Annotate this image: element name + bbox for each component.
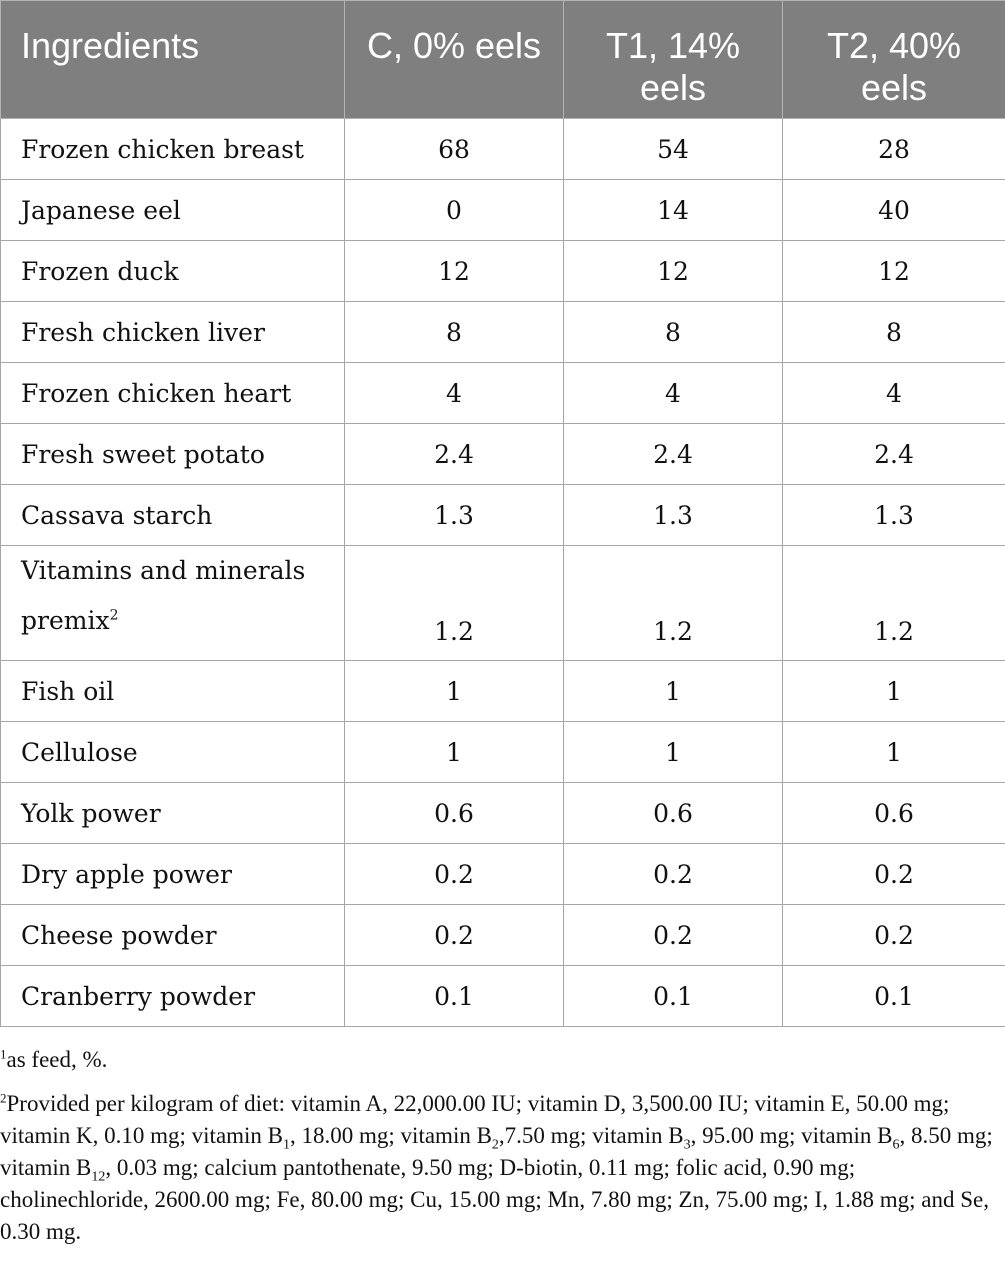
- value-t2-cell: 4: [783, 363, 1005, 424]
- ingredient-cell: Fish oil: [1, 661, 345, 722]
- value-c-cell: 1: [345, 722, 564, 783]
- ingredient-cell: Fresh chicken liver: [1, 302, 345, 363]
- footnote-2-text: , 8.50 mg; vitamin B: [0, 1123, 993, 1180]
- ingredient-cell: Fresh sweet potato: [1, 424, 345, 485]
- ingredient-cell: Dry apple power: [1, 844, 345, 905]
- value-t1-cell: 0.2: [564, 844, 783, 905]
- value-t1-cell: 14: [564, 180, 783, 241]
- value-c-cell: 1.2: [345, 546, 564, 661]
- value-t2-cell: 40: [783, 180, 1005, 241]
- value-t1-cell: 1: [564, 661, 783, 722]
- value-t1-cell: 1.3: [564, 485, 783, 546]
- header-ingredients: Ingredients: [1, 1, 345, 119]
- ingredient-cell: Cellulose: [1, 722, 345, 783]
- subscript: 12: [91, 1169, 106, 1185]
- subscript: 6: [892, 1137, 900, 1153]
- value-c-cell: 2.4: [345, 424, 564, 485]
- footnote-2: [0, 1088, 1000, 1248]
- value-c-cell: 12: [345, 241, 564, 302]
- footnote-2-text: , 95.00 mg; vitamin B: [690, 1123, 893, 1148]
- ingredient-cell: Cranberry powder: [1, 966, 345, 1027]
- value-t2-cell: 28: [783, 119, 1005, 180]
- footnote-2-mark: 2: [0, 1090, 7, 1106]
- footnote-1-text: as feed, %.: [6, 1047, 108, 1072]
- table-row: [1, 661, 1005, 722]
- value-c-cell: 8: [345, 302, 564, 363]
- value-c-cell: 1: [345, 661, 564, 722]
- table-header-row: [1, 1, 1005, 119]
- value-t1-cell: 0.2: [564, 905, 783, 966]
- footnote-1-mark: 1: [0, 1046, 7, 1062]
- value-t2-cell: 1: [783, 661, 1005, 722]
- value-t2-cell: 0.2: [783, 905, 1005, 966]
- value-t1-cell: 2.4: [564, 424, 783, 485]
- header-t2: T2, 40% eels: [783, 1, 1005, 119]
- table-row: [1, 302, 1005, 363]
- footnote-2-text: Provided per kilogram of diet: vitamin A, 22,000.00 IU; vitamin D, 3,500.00 IU; vitamin E, 50.00 mg; vitamin K, 0.10 mg; vitamin B: [0, 1091, 950, 1148]
- subscript: 1: [283, 1137, 291, 1153]
- header-t1: T1, 14% eels: [564, 1, 783, 119]
- value-c-cell: 68: [345, 119, 564, 180]
- table-row: [1, 546, 1005, 661]
- subscript: 3: [683, 1137, 691, 1153]
- ingredient-cell: Cassava starch: [1, 485, 345, 546]
- ingredient-cell: Japanese eel: [1, 180, 345, 241]
- footnote-2-text: , 18.00 mg; vitamin B: [290, 1123, 492, 1148]
- ingredient-cell: Frozen chicken heart: [1, 363, 345, 424]
- value-t2-cell: 2.4: [783, 424, 1005, 485]
- value-c-cell: 0.2: [345, 844, 564, 905]
- value-c-cell: 1.3: [345, 485, 564, 546]
- value-t1-cell: 12: [564, 241, 783, 302]
- table-row: [1, 119, 1005, 180]
- ingredient-cell: Yolk power: [1, 783, 345, 844]
- value-c-cell: 4: [345, 363, 564, 424]
- footnote-2-text: , 0.03 mg; calcium pantothenate, 9.50 mg; D-biotin, 0.11 mg; folic acid, 0.90 mg; cholinechloride, 2600.00 mg; Fe, 80.00 mg; Cu, 15.00 mg; Mn, 7.80 mg; Zn, 75.00 mg; I, 1.88 mg; and Se, 0.30 mg.: [0, 1155, 989, 1244]
- ingredient-cell: Frozen duck: [1, 241, 345, 302]
- table-row: [1, 966, 1005, 1027]
- footnote-ref: 2: [109, 607, 119, 624]
- table-row: [1, 424, 1005, 485]
- footnote-1: [0, 1044, 1000, 1076]
- ingredient-cell: Frozen chicken breast: [1, 119, 345, 180]
- value-t2-cell: 12: [783, 241, 1005, 302]
- value-t1-cell: 1: [564, 722, 783, 783]
- subscript: 2: [491, 1137, 499, 1153]
- table-row: [1, 783, 1005, 844]
- value-t1-cell: 0.6: [564, 783, 783, 844]
- table-row: [1, 363, 1005, 424]
- value-t2-cell: 1: [783, 722, 1005, 783]
- value-c-cell: 0: [345, 180, 564, 241]
- value-t2-cell: 0.2: [783, 844, 1005, 905]
- table-row: [1, 485, 1005, 546]
- table-row: [1, 722, 1005, 783]
- table-row: [1, 844, 1005, 905]
- value-t2-cell: 0.6: [783, 783, 1005, 844]
- value-t2-cell: 0.1: [783, 966, 1005, 1027]
- value-t1-cell: 0.1: [564, 966, 783, 1027]
- value-c-cell: 0.2: [345, 905, 564, 966]
- value-t2-cell: 1.2: [783, 546, 1005, 661]
- table-body: [1, 119, 1005, 1027]
- value-t1-cell: 54: [564, 119, 783, 180]
- header-control: C, 0% eels: [345, 1, 564, 119]
- table-row: [1, 180, 1005, 241]
- value-c-cell: 0.1: [345, 966, 564, 1027]
- value-t1-cell: 4: [564, 363, 783, 424]
- value-c-cell: 0.6: [345, 783, 564, 844]
- footnote-2-text: ,7.50 mg; vitamin B: [498, 1123, 684, 1148]
- value-t2-cell: 8: [783, 302, 1005, 363]
- table-row: [1, 241, 1005, 302]
- value-t1-cell: 8: [564, 302, 783, 363]
- ingredient-cell: Cheese powder: [1, 905, 345, 966]
- table-footnotes: [0, 1044, 1000, 1260]
- table-row: [1, 905, 1005, 966]
- value-t1-cell: 1.2: [564, 546, 783, 661]
- ingredient-cell: Vitamins and minerals premix$^2$: [1, 546, 345, 661]
- value-t2-cell: 1.3: [783, 485, 1005, 546]
